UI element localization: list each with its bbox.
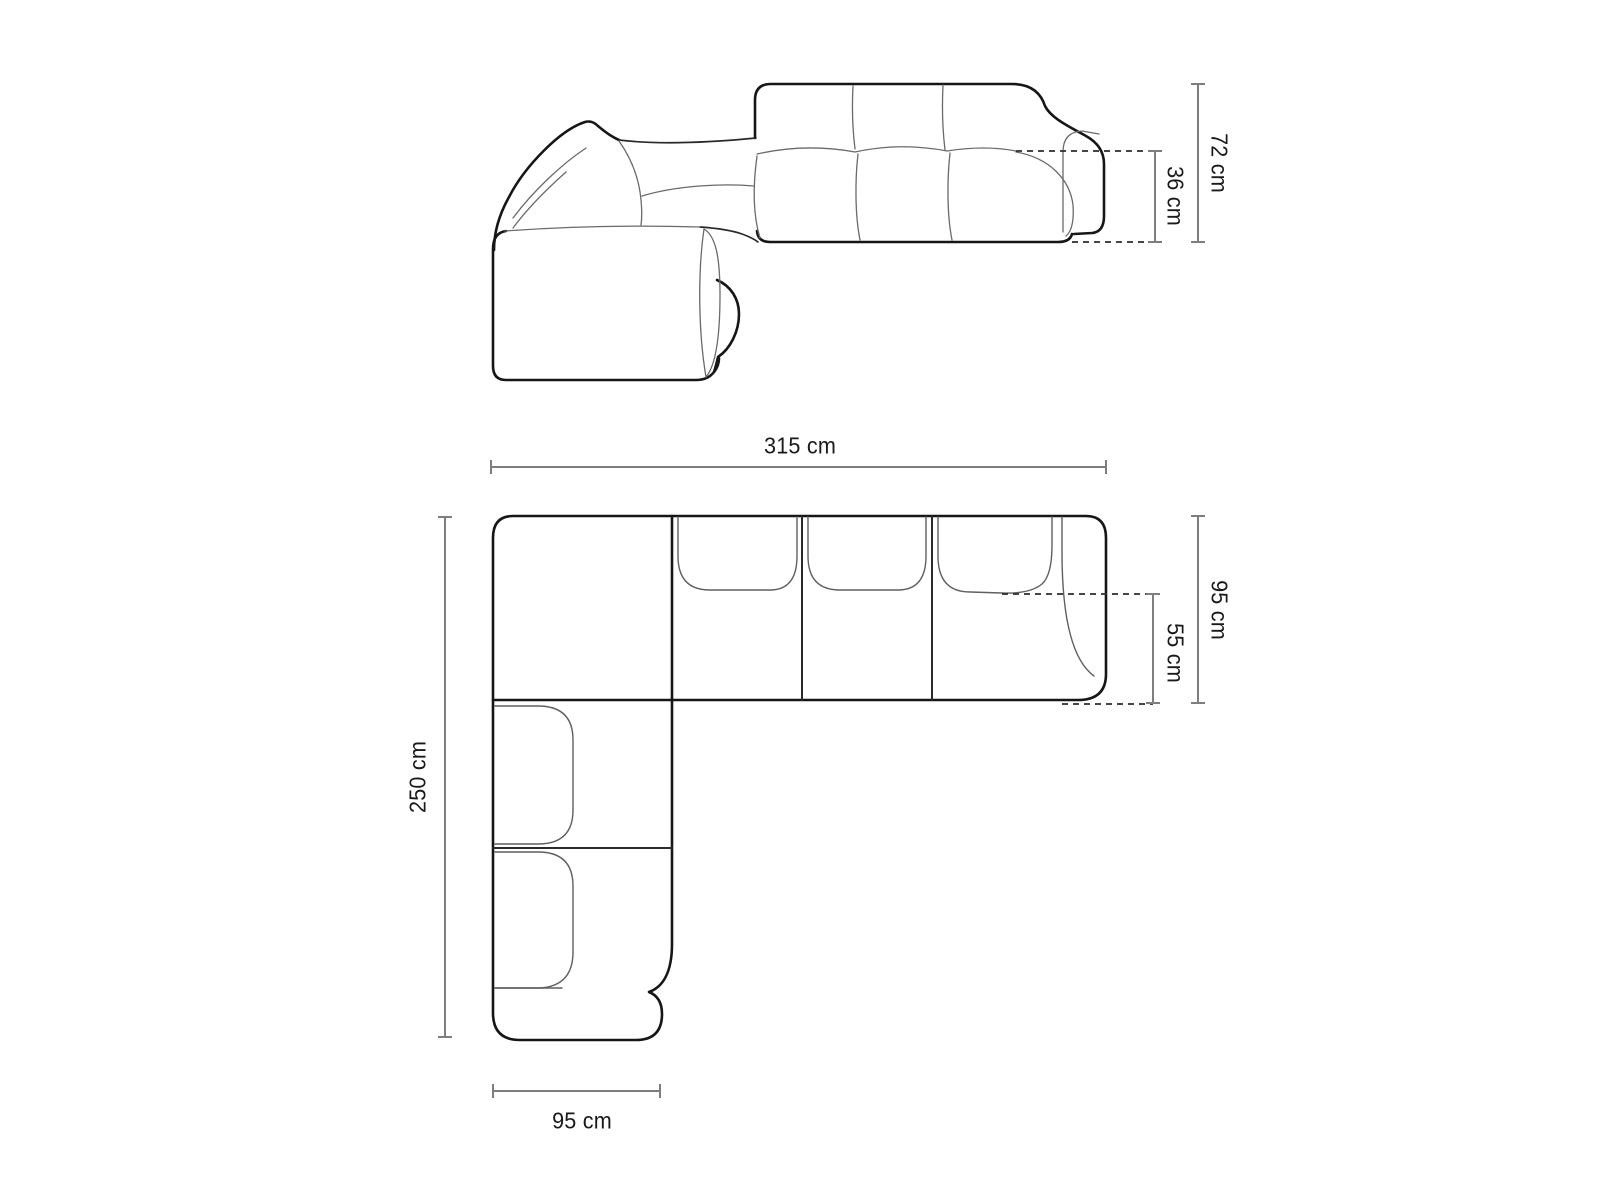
plan-module-dividers	[493, 516, 932, 848]
plan-back-cushion-3	[938, 517, 1052, 593]
front-corner-contour-3	[619, 141, 642, 225]
front-seat-left-contour	[754, 156, 760, 238]
plan-back-cushion-2	[808, 517, 926, 590]
front-arm-endcap-right	[704, 229, 720, 377]
plan-back-cushion-1	[678, 517, 797, 590]
plan-chaise-cushion-2	[495, 852, 573, 988]
front-back-seat-boundary	[757, 147, 1016, 154]
dim-label-front-total-height: 72 cm	[1206, 133, 1233, 193]
front-corner-seat-top	[642, 185, 754, 196]
dim-label-plan-chaise-width: 95 cm	[552, 1107, 612, 1134]
dim-label-plan-seat-depth: 55 cm	[1162, 623, 1189, 683]
dim-label-front-seat-height: 36 cm	[1162, 166, 1189, 226]
front-corner-contour-1	[513, 148, 586, 218]
front-seat-seam-1	[856, 154, 860, 240]
front-left-arm-top-edge	[505, 226, 700, 231]
front-main-back-outline	[755, 84, 1104, 234]
dim-label-plan-total-depth: 250 cm	[404, 740, 431, 814]
dim-label-plan-total-width: 315 cm	[763, 432, 837, 459]
front-seat-seam-2	[948, 153, 952, 240]
front-seat-bottom	[757, 231, 1072, 242]
front-arm-endcap-left	[700, 229, 706, 377]
plan-right-arm-inner	[1062, 517, 1094, 676]
front-chaise-connector	[700, 227, 758, 242]
front-back-seam-1	[852, 86, 855, 149]
front-outline	[493, 84, 1104, 380]
dimension-lines	[438, 84, 1205, 1098]
front-corner-ridge	[619, 138, 756, 143]
plan-cushions	[495, 517, 1094, 988]
front-left-arm-panel	[493, 231, 719, 380]
front-seat-right-bulge	[1016, 152, 1073, 236]
front-right-arm-inner	[1063, 131, 1099, 232]
dim-label-plan-body-depth: 95 cm	[1206, 580, 1233, 640]
front-chaise-bump	[714, 280, 739, 372]
front-back-seam-2	[942, 85, 945, 150]
plan-chaise-cushion-1	[495, 706, 573, 844]
front-contours	[505, 85, 1099, 377]
front-corner-contour-2	[513, 172, 566, 228]
front-elevation-view	[493, 84, 1104, 380]
